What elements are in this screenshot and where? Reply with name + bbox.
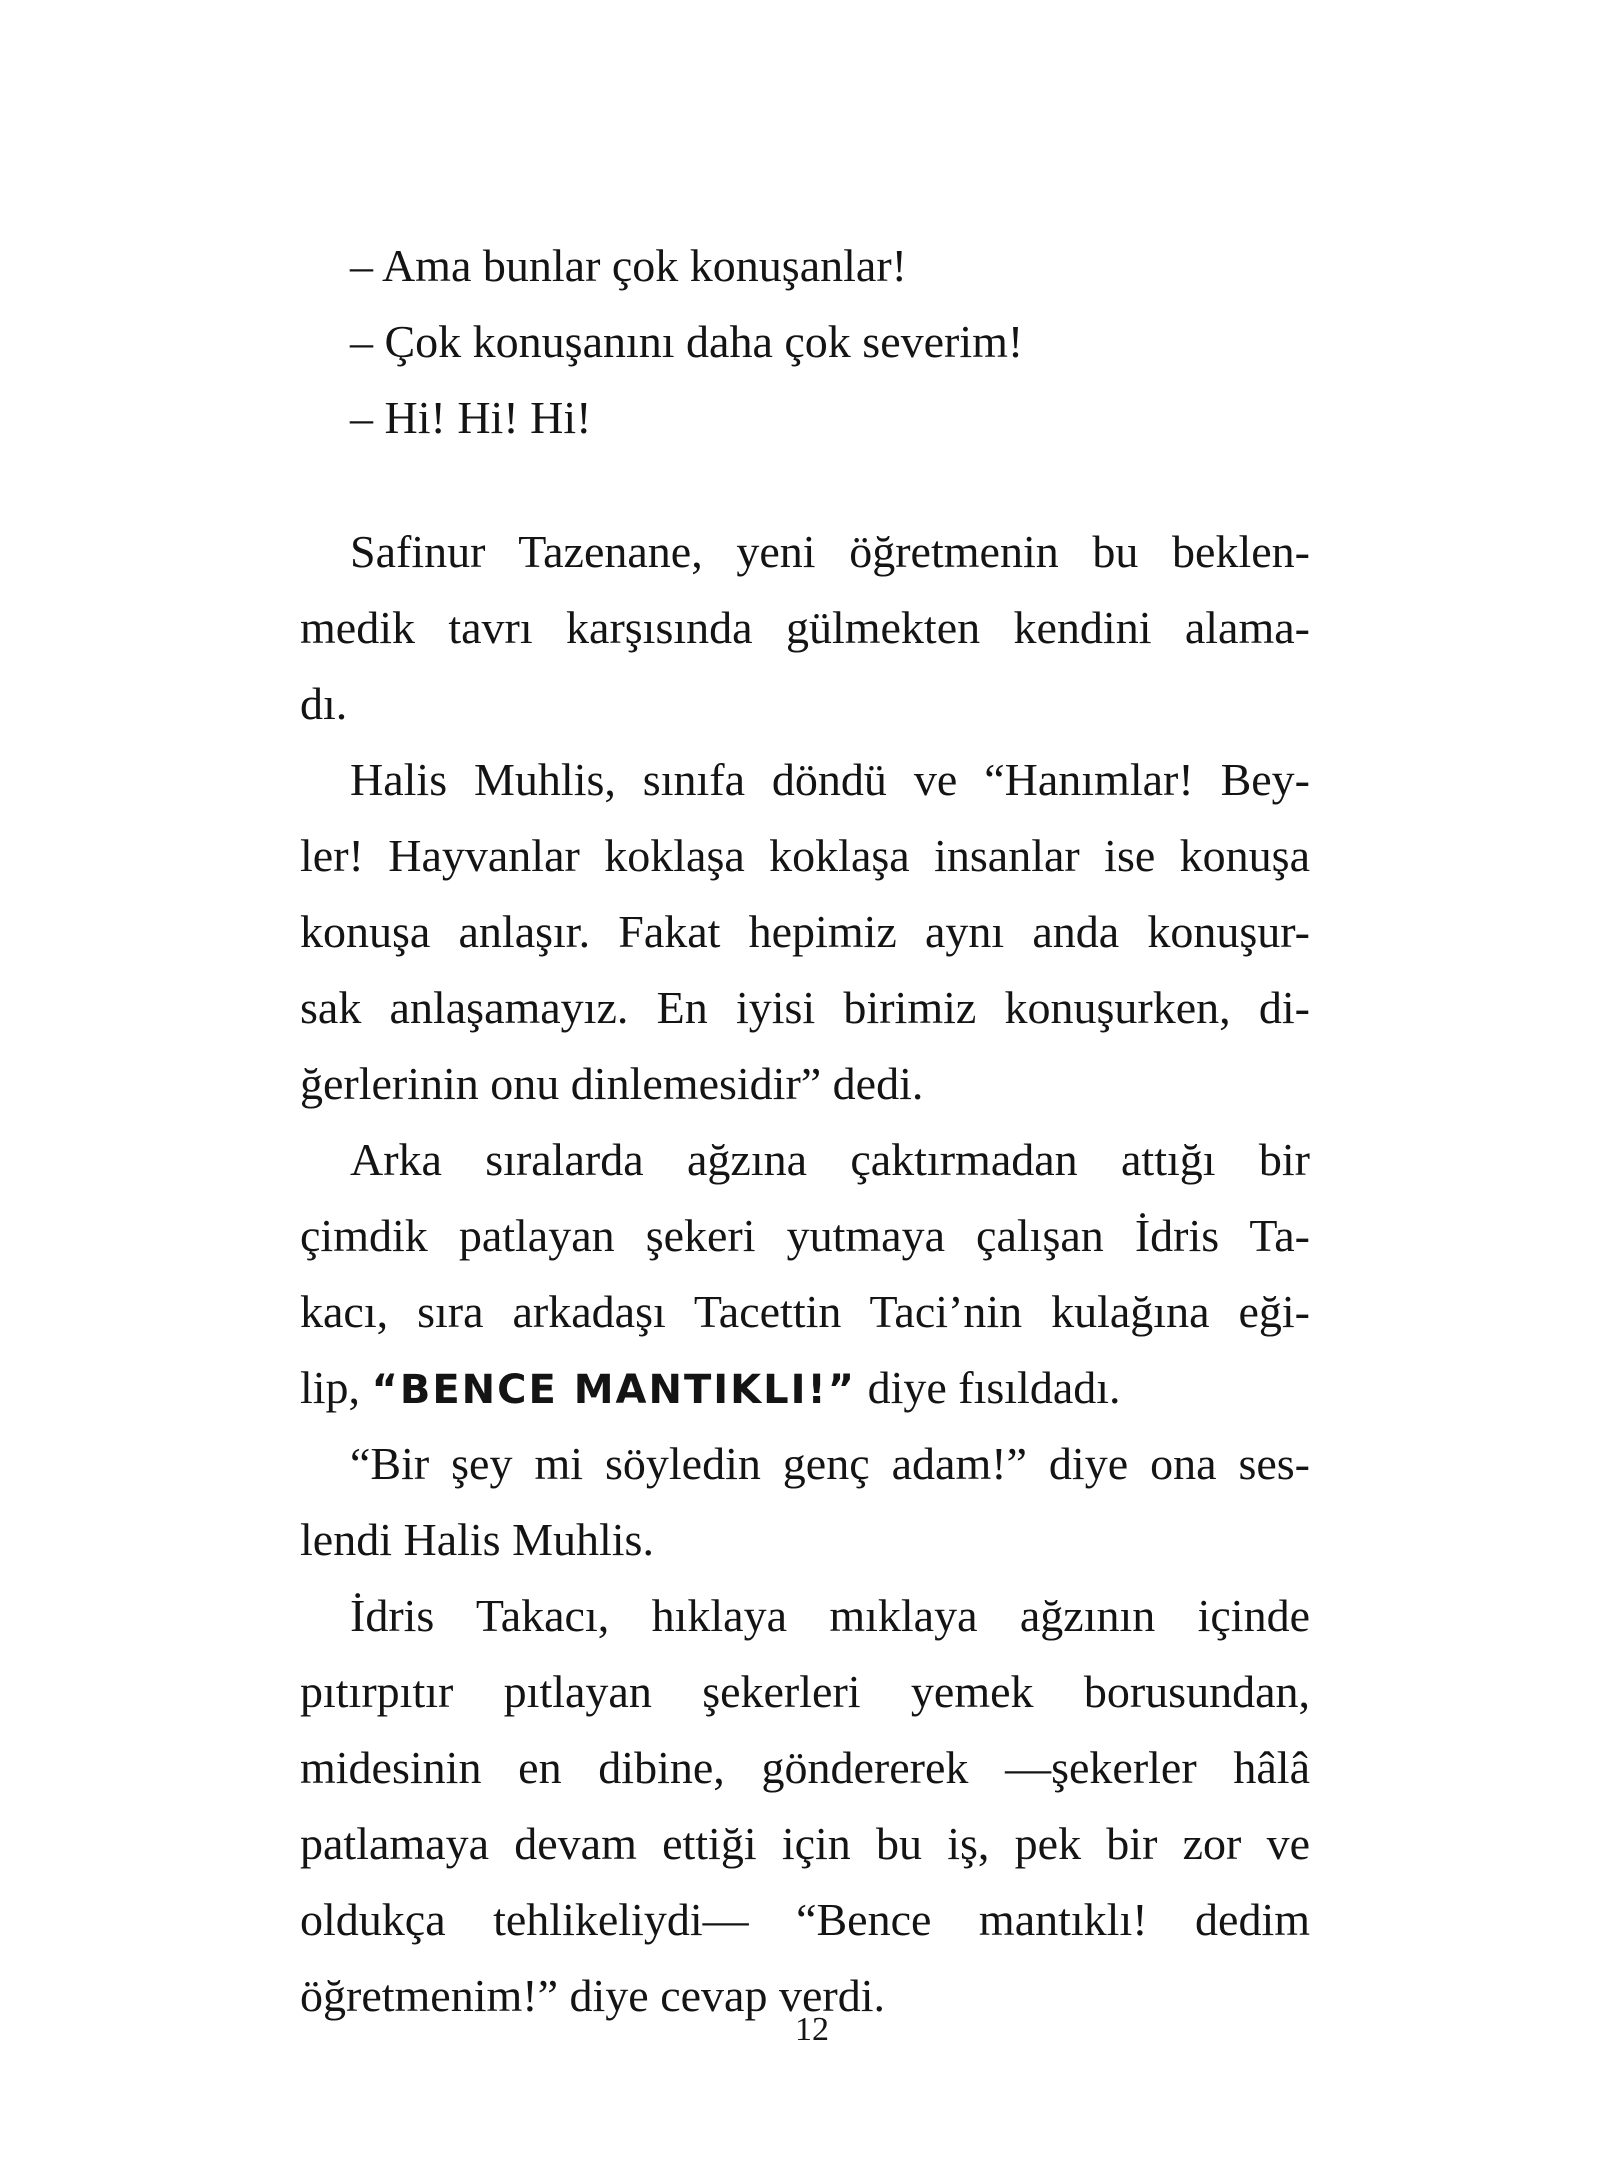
dialogue-line: – Hi! Hi! Hi! — [350, 392, 592, 443]
paragraph — [300, 742, 1310, 1122]
paragraph — [300, 1578, 1310, 2034]
text-line: lendi Halis Muhlis. — [300, 1514, 654, 1565]
text-line: çimdik patlayan şekeri yutmaya çalışan İdris Ta- — [300, 1210, 1310, 1261]
text-line: oldukça tehlikeliydi— “Bence mantıklı! dedim — [300, 1894, 1310, 1945]
text-line: kacı, sıra arkadaşı Tacettin Taci’nin kulağına eği- — [300, 1286, 1310, 1337]
text-line: ğerlerinin onu dinlemesidir” dedi. — [300, 1058, 924, 1109]
text-line: öğretmenim!” diye cevap verdi. — [300, 1970, 885, 2021]
text-line: İdris Takacı, hıklaya mıklaya ağzının içinde — [350, 1590, 1310, 1641]
text-line: midesinin en dibine, göndererek —şekerler hâlâ — [300, 1742, 1310, 1793]
text-line: ler! Hayvanlar koklaşa koklaşa insanlar ise konuşa — [300, 830, 1310, 881]
text-line: pıtırpıtır pıtlayan şekerleri yemek borusundan, — [300, 1666, 1310, 1717]
text-fragment: diye fısıldadı. — [856, 1362, 1121, 1413]
paragraph — [300, 514, 1310, 742]
emphasized-shout: “BENCE MANTIKLI!” — [371, 1367, 857, 1413]
text-fragment: lip, — [300, 1362, 372, 1413]
text-line — [300, 1350, 1310, 1426]
page-number: 12 — [795, 2011, 829, 2048]
paragraph — [300, 1426, 1310, 1578]
text-line: Halis Muhlis, sınıfa döndü ve “Hanımlar! Bey- — [350, 754, 1310, 805]
text-line: Arka sıralarda ağzına çaktırmadan attığı bir — [350, 1134, 1310, 1185]
paragraph — [300, 1122, 1310, 1426]
dialogue-line: – Çok konuşanını daha çok severim! — [350, 316, 1024, 367]
text-line: patlamaya devam ettiği için bu iş, pek bir zor ve — [300, 1818, 1310, 1869]
text-line: “Bir şey mi söyledin genç adam!” diye ona ses- — [350, 1438, 1310, 1489]
text-line: konuşa anlaşır. Fakat hepimiz aynı anda konuşur- — [300, 906, 1310, 957]
text-line: Safinur Tazenane, yeni öğretmenin bu beklen- — [350, 526, 1310, 577]
section-gap — [300, 456, 1310, 514]
body-text — [300, 228, 1310, 2034]
dialogue-line: – Ama bunlar çok konuşanlar! — [350, 240, 907, 291]
text-line: dı. — [300, 678, 348, 729]
text-line: sak anlaşamayız. En iyisi birimiz konuşurken, di- — [300, 982, 1310, 1033]
text-line: medik tavrı karşısında gülmekten kendini alama- — [300, 602, 1310, 653]
